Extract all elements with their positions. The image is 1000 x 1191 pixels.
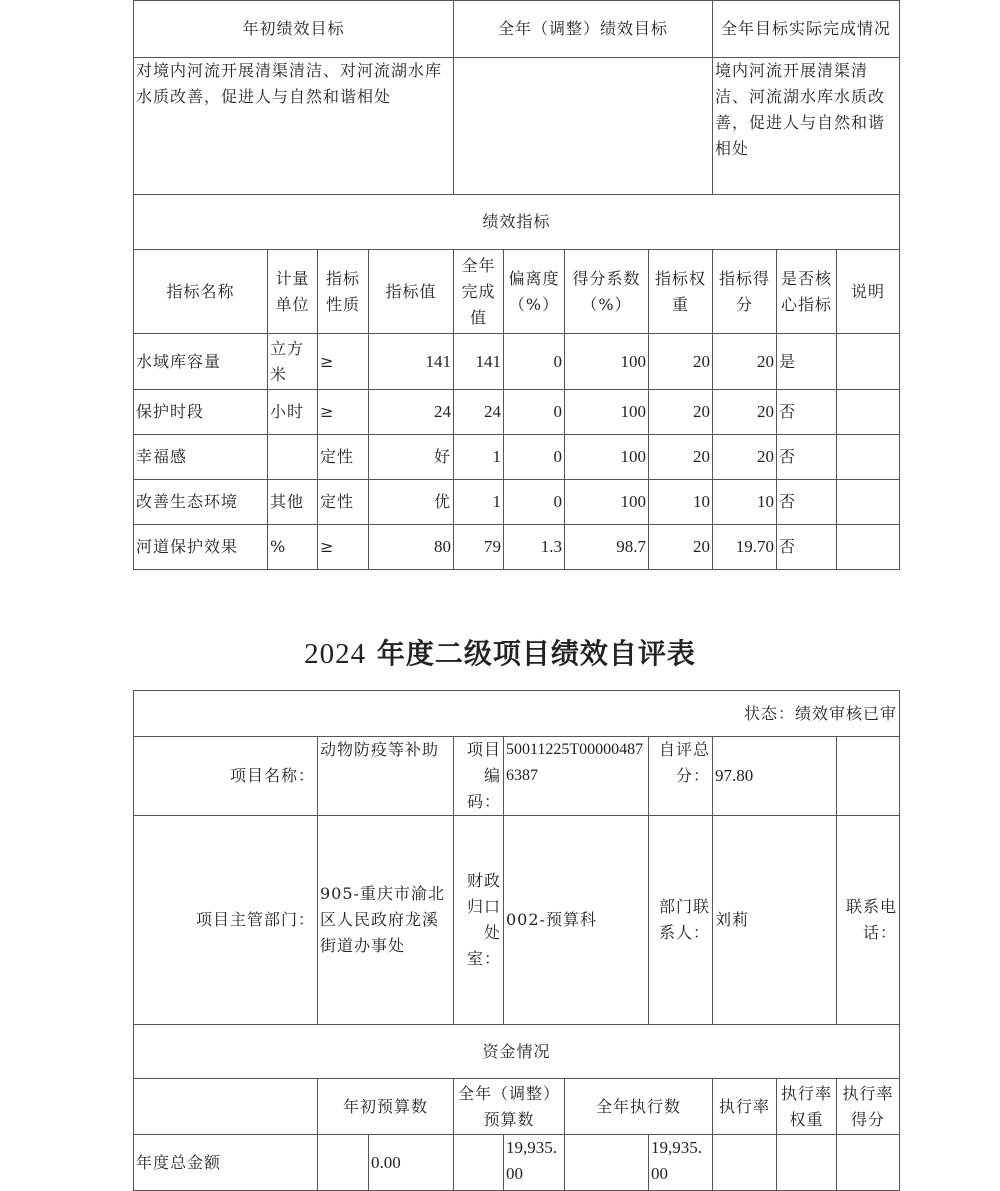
project-code-label: 项目编码： <box>454 737 504 816</box>
indicator-weight: 20 <box>649 390 713 435</box>
funds-row-label: 年度总金额 <box>134 1135 318 1191</box>
indicator-deviation: 0 <box>504 390 565 435</box>
indicator-note <box>837 390 900 435</box>
table-row <box>134 525 900 570</box>
col-header-nature: 指标性质 <box>318 250 369 334</box>
indicator-note <box>837 435 900 480</box>
indicator-coefficient: 100 <box>565 480 649 525</box>
indicator-unit: 其他 <box>268 480 318 525</box>
indicator-value: 24 <box>369 390 454 435</box>
indicator-value: 80 <box>369 525 454 570</box>
table-row <box>134 1135 900 1191</box>
project-name-label: 项目名称： <box>134 737 318 816</box>
finance-value: 002-预算科 <box>504 816 649 1025</box>
indicator-nature: 定性 <box>318 435 369 480</box>
title-year: 2024 <box>304 638 367 670</box>
indicator-nature: ≥ <box>318 390 369 435</box>
col-header-note: 说明 <box>837 250 900 334</box>
page-title <box>0 632 1000 672</box>
indicator-coefficient: 100 <box>565 334 649 390</box>
performance-indicators-table <box>133 0 900 570</box>
dept-value: 905-重庆市渝北区人民政府龙溪街道办事处 <box>318 816 454 1025</box>
indicator-weight: 20 <box>649 435 713 480</box>
indicator-coefficient: 100 <box>565 390 649 435</box>
indicator-score: 20 <box>713 435 777 480</box>
funds-executed-value: 19,935.00 <box>649 1135 713 1191</box>
indicator-actual: 79 <box>454 525 504 570</box>
header-adjusted-goal: 全年（调整）绩效目标 <box>454 1 713 58</box>
empty-cell <box>777 1135 837 1191</box>
indicator-name: 幸福感 <box>134 435 268 480</box>
indicator-deviation: 0 <box>504 435 565 480</box>
initial-goal-text: 对境内河流开展清渠清洁、对河流湖水库水质改善，促进人与自然和谐相处 <box>134 58 454 195</box>
header-actual-completion: 全年目标实际完成情况 <box>713 1 900 58</box>
table-row <box>134 390 900 435</box>
indicator-deviation: 0 <box>504 480 565 525</box>
self-score-value: 97.80 <box>713 737 837 816</box>
indicator-nature: 定性 <box>318 480 369 525</box>
indicator-deviation: 0 <box>504 334 565 390</box>
empty-cell <box>713 1135 777 1191</box>
phone-label: 联系电话： <box>837 816 900 1025</box>
col-header-unit: 计量单位 <box>268 250 318 334</box>
table-row <box>134 334 900 390</box>
indicator-unit <box>268 435 318 480</box>
title-text: 年度二级项目绩效自评表 <box>376 637 696 670</box>
indicator-core: 否 <box>777 525 837 570</box>
indicator-actual: 1 <box>454 435 504 480</box>
empty-cell <box>837 1135 900 1191</box>
indicator-name: 水域库容量 <box>134 334 268 390</box>
self-score-label: 自评总分： <box>649 737 713 816</box>
project-name-value: 动物防疫等补助 <box>318 737 454 816</box>
indicator-unit: % <box>268 525 318 570</box>
indicator-nature: ≥ <box>318 334 369 390</box>
funds-adjusted-value: 19,935.00 <box>504 1135 565 1191</box>
indicator-note <box>837 480 900 525</box>
header-initial-goal: 年初绩效目标 <box>134 1 454 58</box>
contact-value: 刘莉 <box>713 816 837 1025</box>
funds-header-rate-weight: 执行率权重 <box>777 1079 837 1135</box>
funds-section-title: 资金情况 <box>134 1025 900 1079</box>
indicator-core: 否 <box>777 390 837 435</box>
empty-cell <box>565 1135 649 1191</box>
indicator-coefficient: 100 <box>565 435 649 480</box>
indicator-value: 好 <box>369 435 454 480</box>
col-header-coefficient: 得分系数（%） <box>565 250 649 334</box>
funds-header-adjusted: 全年（调整）预算数 <box>454 1079 565 1135</box>
table-row <box>134 435 900 480</box>
finance-label: 财政归口处室： <box>454 816 504 1025</box>
indicator-name: 河道保护效果 <box>134 525 268 570</box>
funds-header-rate-score: 执行率得分 <box>837 1079 900 1135</box>
table-row <box>134 480 900 525</box>
indicator-value: 141 <box>369 334 454 390</box>
actual-completion-text: 境内河流开展清渠清洁、河流湖水库水质改善，促进人与自然和谐相处 <box>713 58 900 195</box>
indicator-actual: 1 <box>454 480 504 525</box>
contact-label: 部门联系人： <box>649 816 713 1025</box>
indicator-name: 保护时段 <box>134 390 268 435</box>
indicator-nature: ≥ <box>318 525 369 570</box>
indicator-score: 19.70 <box>713 525 777 570</box>
status-badge: 状态：绩效审核已审 <box>134 691 900 737</box>
indicator-note <box>837 525 900 570</box>
col-header-weight: 指标权重 <box>649 250 713 334</box>
indicator-value: 优 <box>369 480 454 525</box>
funds-header-initial: 年初预算数 <box>318 1079 454 1135</box>
self-evaluation-table <box>133 690 900 1191</box>
empty-cell <box>454 1135 504 1191</box>
indicator-core: 否 <box>777 480 837 525</box>
indicator-core: 否 <box>777 435 837 480</box>
indicator-note <box>837 334 900 390</box>
indicator-unit: 立方米 <box>268 334 318 390</box>
indicator-unit: 小时 <box>268 390 318 435</box>
empty-cell <box>837 737 900 816</box>
col-header-score: 指标得分 <box>713 250 777 334</box>
dept-label: 项目主管部门： <box>134 816 318 1025</box>
funds-header-executed: 全年执行数 <box>565 1079 713 1135</box>
col-header-core: 是否核心指标 <box>777 250 837 334</box>
indicator-actual: 141 <box>454 334 504 390</box>
indicator-score: 10 <box>713 480 777 525</box>
indicator-actual: 24 <box>454 390 504 435</box>
indicators-section-title: 绩效指标 <box>134 195 900 250</box>
funds-initial-value: 0.00 <box>369 1135 454 1191</box>
indicator-weight: 20 <box>649 334 713 390</box>
project-code-value: 50011225T000004876387 <box>504 737 649 816</box>
col-header-deviation: 偏离度（%） <box>504 250 565 334</box>
indicator-score: 20 <box>713 390 777 435</box>
indicator-score: 20 <box>713 334 777 390</box>
adjusted-goal-text <box>454 58 713 195</box>
col-header-actual: 全年完成值 <box>454 250 504 334</box>
indicator-weight: 10 <box>649 480 713 525</box>
indicator-name: 改善生态环境 <box>134 480 268 525</box>
col-header-name: 指标名称 <box>134 250 268 334</box>
empty-cell <box>318 1135 369 1191</box>
indicator-deviation: 1.3 <box>504 525 565 570</box>
empty-cell <box>134 1079 318 1135</box>
indicator-core: 是 <box>777 334 837 390</box>
col-header-value: 指标值 <box>369 250 454 334</box>
indicator-coefficient: 98.7 <box>565 525 649 570</box>
funds-header-rate: 执行率 <box>713 1079 777 1135</box>
indicator-weight: 20 <box>649 525 713 570</box>
